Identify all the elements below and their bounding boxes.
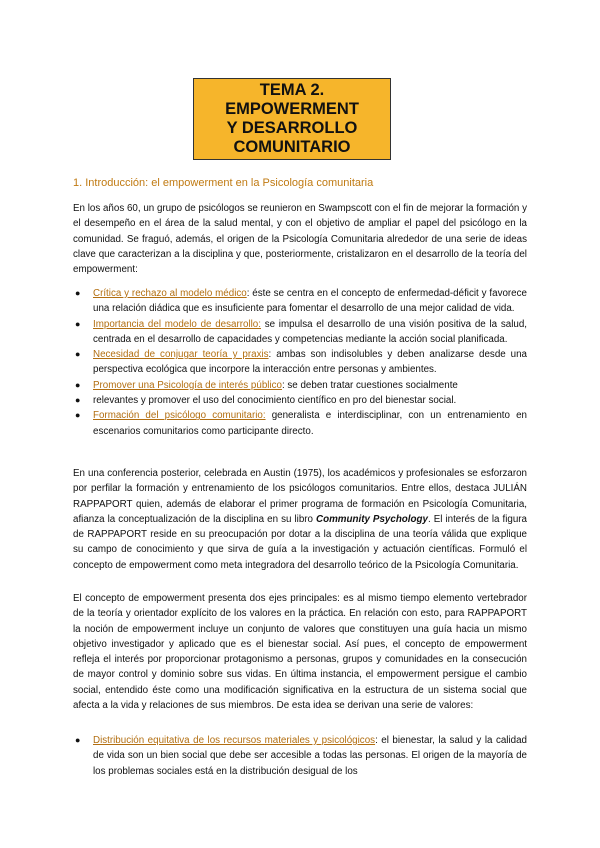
bullet-icon: ● bbox=[75, 379, 81, 390]
title-line-1: TEMA 2. EMPOWERMENT bbox=[225, 81, 359, 118]
bullet-icon: ● bbox=[75, 288, 81, 298]
book-title: Community Psychology bbox=[316, 513, 428, 525]
list-item-text: se impulsa el desarrollo de una visión positiva de la salud, centrada en el desarrollo de capacidades y competencias mediante la acción social planificada. bbox=[93, 318, 527, 345]
list-item-text: : el bienestar, la salud y la calidad de vida son un bien social que debe ser accesible a todas las personas. El origen de la mayoría de los problemas sociales está en la distribución desigual de los bbox=[93, 735, 527, 777]
paragraph-austin-conference bbox=[73, 466, 527, 573]
list-item bbox=[73, 378, 527, 393]
list-item bbox=[73, 408, 527, 439]
paragraph-empowerment-concept: El concepto de empowerment presenta dos ejes principales: es al mismo tiempo elemento vertebrador de la teoría y orientador explícito de los valores en la práctica. En relación con esto, para RAPPAPORT la noción de empowerment incluye un conjunto de valores que constituyen una guía hacia un mismo objetivo investigador y aplicado que es el bienestar social. Así pues, el concepto de empowerment refleja el interés por proporcionar protagonismo a personas, grupos y comunidades en la consecución de mayor control y dominio sobre sus vidas. En última instancia, el empowerment persigue el cambio social, entendido éste como una modificación significativa en la estructura de un sistema social que afecta a la vida y relaciones de sus miembros. De esta idea se derivan una serie de valores: bbox=[73, 593, 527, 712]
list-item-text: generalista e interdisciplinar, con un entrenamiento en escenarios comunitarios como participante directo. bbox=[93, 410, 527, 437]
values-list bbox=[73, 733, 527, 779]
bullet-icon: ● bbox=[75, 395, 81, 406]
paragraph-text: . El interés de la figura de RAPPAPORT reside en su preocupación por dotar a la disciplina de una teoría válida que explique su campo de conocimiento y que sirva de guía a la investigación y actuación científicas. Formuló el concepto de empowerment como meta integradora del desarrollo teórico de la Psicología Comunitaria. bbox=[73, 513, 527, 571]
list-item bbox=[73, 393, 527, 408]
list-item-text: : ambas son indisolubles y deben analizarse desde una perspectiva ecológica que incorpore la interacción entre personas y ambientes. bbox=[93, 349, 527, 376]
list-item bbox=[73, 317, 527, 348]
list-item-text: : éste se centra en el concepto de enfermedad-déficit y favorece una relación diádica que es insuficiente para fomentar el desarrollo de una mejor calidad de vida. bbox=[93, 288, 527, 315]
list-item-label: Necesidad de conjugar teoría y praxis bbox=[93, 349, 269, 361]
bullet-icon: ● bbox=[75, 410, 81, 421]
section-heading-introduction: 1. Introducción: el empowerment en la Psicología comunitaria bbox=[73, 177, 374, 189]
list-item-text: : se deben tratar cuestiones socialmente bbox=[281, 379, 458, 391]
key-ideas-list bbox=[73, 286, 527, 439]
list-item bbox=[73, 733, 527, 779]
bullet-icon: ● bbox=[75, 735, 81, 745]
list-item-label: Crítica y rechazo al modelo médico bbox=[93, 288, 247, 299]
paragraph-swampscott: En los años 60, un grupo de psicólogos se reunieron en Swampscott con el fin de mejorar la formación y el desempeño en el área de la salud mental, y con el objetivo de ampliar el papel del psicólogo en la comunidad. Se fraguó, además, el origen de la Psicología Comunitaria alrededor de una serie de ideas clave que caracterizan a la disciplina y que, posteriormente, cristalizaron en el desarrollo de la teoría del empowerment: bbox=[73, 203, 527, 276]
list-item-label: Formación del psicólogo comunitario: bbox=[93, 410, 266, 422]
paragraph-text: En una conferencia posterior, celebrada en Austin (1975), los académicos y profesionales se esforzaron por perfilar la formación y entrenamiento de los psicólogos comunitarios. Entre ellos, destaca JULIÁN RAPPAPORT quien, además de elaborar el primer programa de formación en Psicología Comunitaria, afianza la conceptualización de la disciplina en su libro bbox=[73, 468, 527, 525]
title-line-3: COMUNITARIO bbox=[233, 138, 351, 156]
list-item-label: Importancia del modelo de desarrollo: bbox=[93, 318, 261, 330]
list-item-text: relevantes y promover el uso del conocimiento científico en pro del bienestar social. bbox=[93, 395, 457, 407]
bullet-icon: ● bbox=[75, 349, 81, 360]
list-item bbox=[73, 286, 527, 317]
list-item-label: Distribución equitativa de los recursos materiales y psicológicos bbox=[93, 735, 376, 746]
list-item bbox=[73, 347, 527, 378]
document-title-box bbox=[193, 78, 391, 160]
bullet-icon: ● bbox=[75, 318, 81, 329]
list-item-label: Promover una Psicología de interés público bbox=[93, 379, 282, 391]
title-line-2: Y DESARROLLO bbox=[226, 119, 358, 137]
